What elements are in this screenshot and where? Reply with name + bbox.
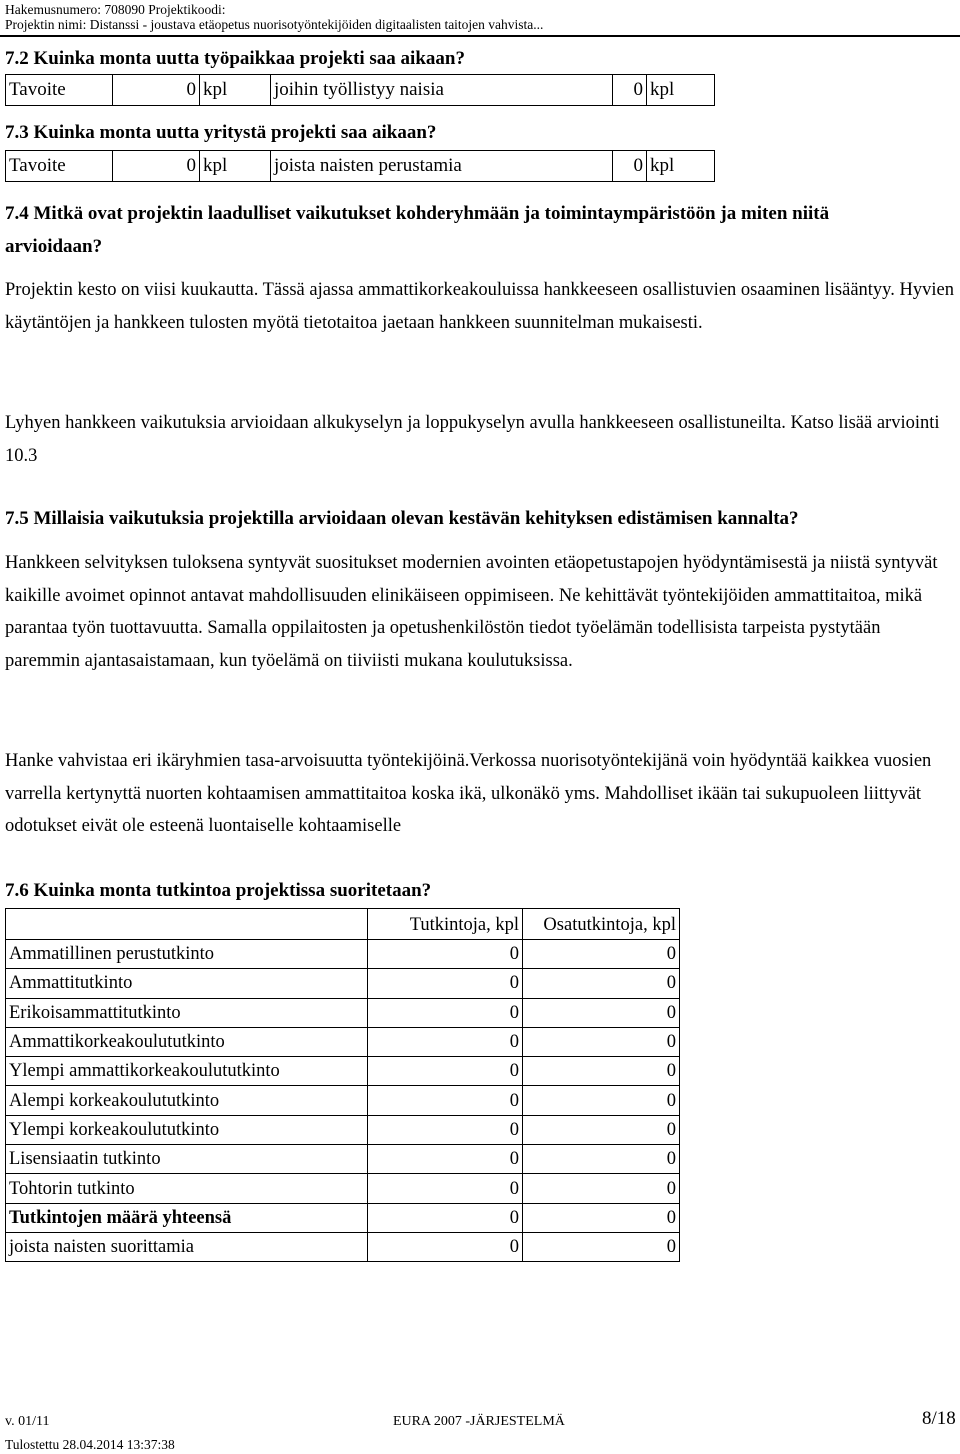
target-label: Tavoite: [6, 75, 113, 106]
degree-row: [6, 1057, 680, 1086]
degree-label: Erikoisammattitutkinto: [6, 998, 368, 1027]
women-founded-unit: kpl: [647, 151, 715, 182]
partial-degree-count: 0: [523, 1232, 680, 1261]
target-unit: kpl: [200, 151, 271, 182]
target-value: 0: [113, 151, 200, 182]
header-project-name: Projektin nimi: Distanssi - joustava etäopetus nuorisotyöntekijöiden digitaalisten taitojen vahvista...: [5, 17, 544, 32]
degree-count: 0: [368, 1232, 523, 1261]
degree-row: [6, 1086, 680, 1115]
degree-row: [6, 1232, 680, 1261]
degree-count: 0: [368, 1174, 523, 1203]
degree-label: Ammatillinen perustutkinto: [6, 940, 368, 969]
section-7-4-paragraph-1: Projektin kesto on viisi kuukautta. Tässä ajassa ammattikorkeakouluissa hankkeeseen osallistuvien osaaminen lisääntyy. Hyvien käytäntöjen ja hankkeen tulosten myötä tietotaitoa jaetaan hankkeen suunnitelman mukaisesti.: [5, 280, 954, 333]
target-unit: kpl: [200, 75, 271, 106]
partial-degrees-col-header: Osatutkintoja, kpl: [523, 909, 680, 940]
degree-label: Lisensiaatin tutkinto: [6, 1145, 368, 1174]
degree-row: [6, 1174, 680, 1203]
section-7-5-paragraph-1: Hankkeen selvityksen tuloksena syntyvät suositukset modernien avointen etäopetustapojen hyödyntämisestä ja niistä syntyvät kaikille avoimet opinnot antavat mahdollisuuden elinikäiseen oppimiseen. Ne kehittävät työntekijöiden ammattitaitoa, mikä parantaa työn tuottavuutta. Samalla oppilaitosten ja opetushenkilöstön tiedot työelämän todellisista tarpeista pystytään paremmin ajantasaistamaan, kun työelämä on tiiviisti mukana koulutuksissa.: [5, 553, 938, 672]
degree-count: 0: [368, 1027, 523, 1056]
section-7-5-paragraph-2: Hanke vahvistaa eri ikäryhmien tasa-arvoisuutta työntekijöinä.Verkossa nuorisotyöntekijänä voin hyödyntää kaikkea vuosien varrella kertynyttä nuorten kohtaamisen ammattitaitoa koska ikä, ulkonäkö yms. Mahdolliset ikään tai sukupuoleen liittyvät odotukset eivät ole esteenä luontaiselle kohtaamiselle: [5, 751, 932, 837]
degree-row: [6, 1115, 680, 1144]
degree-row: [6, 940, 680, 969]
degree-row: [6, 1145, 680, 1174]
degree-row: [6, 1027, 680, 1056]
partial-degree-count: 0: [523, 1086, 680, 1115]
partial-degree-count: 0: [523, 940, 680, 969]
degree-row: [6, 1203, 680, 1232]
degree-label: Tutkintojen määrä yhteensä: [6, 1203, 368, 1232]
degree-count: 0: [368, 1145, 523, 1174]
degree-row: [6, 998, 680, 1027]
section-7-3-table: [5, 150, 715, 182]
degree-label: Ammattitutkinto: [6, 969, 368, 998]
section-7-4-heading: 7.4 Mitkä ovat projektin laadulliset vaikutukset kohderyhmään ja toimintaympäristöön ja miten niitä: [5, 203, 830, 224]
degree-label: joista naisten suorittamia: [6, 1232, 368, 1261]
partial-degree-count: 0: [523, 1145, 680, 1174]
partial-degree-count: 0: [523, 969, 680, 998]
target-label: Tavoite: [6, 151, 113, 182]
partial-degree-count: 0: [523, 1203, 680, 1232]
degree-row: [6, 969, 680, 998]
section-7-2-table: [5, 74, 715, 106]
women-employed-value: 0: [613, 75, 647, 106]
section-7-3-heading: 7.3 Kuinka monta uutta yritystä projekti saa aikaan?: [5, 122, 437, 143]
section-7-4-paragraph-2: Lyhyen hankkeen vaikutuksia arvioidaan alkukyselyn ja loppukyselyn avulla hankkeeseen osallistuneilta. Katso lisää arviointi 10.3: [5, 413, 940, 466]
target-value: 0: [113, 75, 200, 106]
degree-count: 0: [368, 998, 523, 1027]
section-7-4-heading-cont: arvioidaan?: [5, 236, 103, 257]
degree-count: 0: [368, 1057, 523, 1086]
header-application-number: Hakemusnumero: 708090 Projektikoodi:: [5, 2, 226, 17]
footer-print-date: Tulostettu 28.04.2014 13:37:38: [5, 1437, 175, 1452]
partial-degree-count: 0: [523, 1174, 680, 1203]
women-founded-value: 0: [613, 151, 647, 182]
women-employed-label: joihin työllistyy naisia: [271, 75, 613, 106]
degree-count: 0: [368, 1203, 523, 1232]
footer-system: EURA 2007 -JÄRJESTELMÄ: [393, 1414, 565, 1429]
footer-version: v. 01/11: [5, 1414, 50, 1429]
degree-count: 0: [368, 940, 523, 969]
degrees-table: [5, 908, 680, 1262]
degrees-header-blank: [6, 909, 368, 940]
degree-count: 0: [368, 1115, 523, 1144]
partial-degree-count: 0: [523, 998, 680, 1027]
degrees-col-header: Tutkintoja, kpl: [368, 909, 523, 940]
header-divider: [0, 35, 960, 37]
degree-label: Ylempi korkeakoulututkinto: [6, 1115, 368, 1144]
degree-label: Alempi korkeakoulututkinto: [6, 1086, 368, 1115]
degree-label: Ammattikorkeakoulututkinto: [6, 1027, 368, 1056]
section-7-5-heading: 7.5 Millaisia vaikutuksia projektilla arvioidaan olevan kestävän kehityksen edistämisen kannalta?: [5, 508, 799, 529]
degree-count: 0: [368, 1086, 523, 1115]
women-founded-label: joista naisten perustamia: [271, 151, 613, 182]
partial-degree-count: 0: [523, 1057, 680, 1086]
degree-label: Tohtorin tutkinto: [6, 1174, 368, 1203]
partial-degree-count: 0: [523, 1027, 680, 1056]
section-7-2-heading: 7.2 Kuinka monta uutta työpaikkaa projekti saa aikaan?: [5, 48, 465, 69]
women-employed-unit: kpl: [647, 75, 715, 106]
footer-page-number: 8/18: [922, 1408, 956, 1429]
partial-degree-count: 0: [523, 1115, 680, 1144]
degree-label: Ylempi ammattikorkeakoulututkinto: [6, 1057, 368, 1086]
section-7-6-heading: 7.6 Kuinka monta tutkintoa projektissa suoritetaan?: [5, 880, 432, 901]
degree-count: 0: [368, 969, 523, 998]
